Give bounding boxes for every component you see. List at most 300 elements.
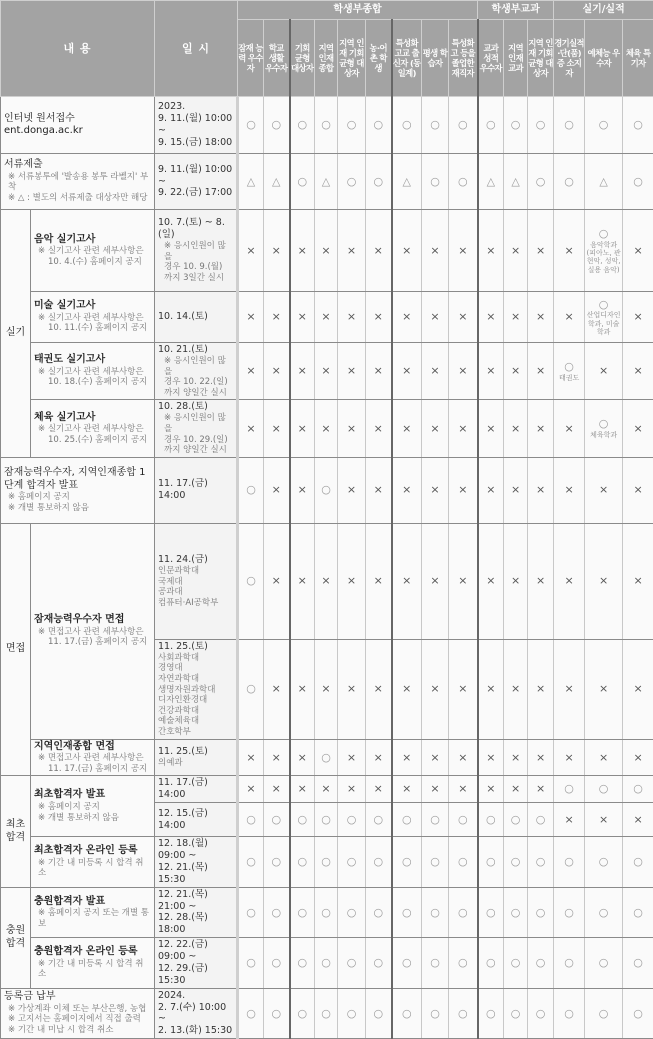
mark-symbol: ×: [422, 310, 448, 324]
mark-symbol: ×: [366, 422, 391, 436]
row-date: [155, 210, 238, 292]
date-line: 9. 15.(금) 18:00: [158, 137, 233, 149]
mark-symbol: ○: [585, 782, 622, 796]
mark-symbol: ○: [504, 956, 527, 970]
circle-icon: [290, 97, 315, 154]
table-row: [1, 739, 653, 776]
circle-icon: [623, 97, 653, 154]
circle-icon: [366, 887, 392, 938]
mark-symbol: ×: [393, 422, 422, 436]
mark-sublabel: 산업디자인 학과, 미술학과: [585, 311, 622, 336]
mark-symbol: ○: [315, 483, 337, 497]
cross-icon: [449, 292, 478, 343]
mark-symbol: ○: [393, 813, 422, 827]
cross-icon: [290, 400, 315, 457]
mark-symbol: ○: [291, 813, 315, 827]
row-note: ※ 기간 내 미등록 시 합격 취소: [34, 858, 151, 879]
mark-symbol: ○: [554, 118, 584, 132]
circle-icon: [338, 837, 366, 888]
circle-icon: [554, 776, 585, 803]
date-line: 12. 15.(금) 14:00: [158, 808, 233, 832]
circle-icon: [554, 343, 585, 400]
triangle-icon: [392, 154, 422, 210]
circle-icon: [290, 154, 315, 210]
row-note: ※ 개별 통보하지 않음: [4, 503, 151, 514]
cross-icon: [264, 343, 290, 400]
mark-symbol: ×: [315, 682, 337, 696]
mark-symbol: ○: [315, 118, 337, 132]
mark-symbol: ○: [239, 682, 263, 696]
table-row: [1, 154, 653, 210]
mark-symbol: ○: [315, 1007, 337, 1021]
mark-symbol: ×: [554, 422, 584, 436]
date-note: 경영대: [158, 663, 233, 674]
cross-icon: [315, 776, 338, 803]
cross-icon: [504, 523, 528, 639]
date-line: 2. 7.(수) 10:00 ~: [158, 1002, 233, 1026]
cross-icon: [338, 292, 366, 343]
circle-icon: [478, 97, 504, 154]
circle-icon: [585, 938, 623, 989]
row-content: [1, 97, 155, 154]
mark-symbol: ○: [366, 906, 391, 920]
mark-symbol: ×: [264, 364, 289, 378]
circle-icon: [422, 887, 449, 938]
cross-icon: [315, 292, 338, 343]
mark-symbol: ○: [315, 855, 337, 869]
row-note: ※ 기간 내 미납 시 합격 취소: [4, 1025, 151, 1036]
mark-symbol: ○: [422, 175, 448, 189]
circle-icon: [238, 938, 264, 989]
column-header: 지역 인재 종합: [315, 20, 338, 97]
cross-icon: [290, 523, 315, 639]
date-note: 자연과학대: [158, 674, 233, 685]
triangle-icon: [264, 154, 290, 210]
row-title: 음악 실기고사: [34, 234, 151, 247]
mark-symbol: ○: [449, 1007, 477, 1021]
date-line: 10. 28.(토): [158, 401, 233, 413]
date-note: 건강과학대: [158, 706, 233, 717]
triangle-icon: [238, 154, 264, 210]
mark-symbol: ○: [528, 1007, 553, 1021]
mark-symbol: ×: [239, 310, 263, 324]
cross-icon: [264, 739, 290, 776]
circle-icon: [290, 988, 315, 1039]
cross-icon: [338, 776, 366, 803]
mark-symbol: ×: [291, 751, 315, 765]
mark-symbol: ×: [449, 751, 477, 765]
cross-icon: [392, 639, 422, 739]
cross-icon: [264, 210, 290, 292]
cross-icon: [422, 639, 449, 739]
mark-symbol: ○: [449, 906, 477, 920]
date-note: 까지 3일간 실시: [158, 273, 233, 284]
mark-symbol: ×: [366, 310, 391, 324]
mark-symbol: ×: [479, 751, 504, 765]
date-line: 9. 11.(월) 10:00 ~: [158, 164, 233, 188]
mark-symbol: ○: [528, 956, 553, 970]
mark-symbol: ×: [623, 244, 653, 258]
circle-icon: [392, 837, 422, 888]
mark-symbol: ○: [449, 175, 477, 189]
mark-symbol: ×: [264, 244, 289, 258]
circle-icon: [504, 938, 528, 989]
mark-symbol: ○: [239, 813, 263, 827]
cross-icon: [422, 457, 449, 523]
row-note: ※ 실기고사 관련 세부사항은: [34, 246, 151, 257]
circle-icon: [449, 887, 478, 938]
cross-icon: [422, 739, 449, 776]
circle-icon: [504, 97, 528, 154]
cross-icon: [554, 739, 585, 776]
cross-icon: [315, 639, 338, 739]
circle-icon: [585, 400, 623, 457]
column-header: 지역 인재 교과: [504, 20, 528, 97]
mark-symbol: ○: [315, 751, 337, 765]
column-header: 지역 인재 기회 균형 대상자: [528, 20, 554, 97]
circle-icon: [554, 887, 585, 938]
row-category: 실기: [1, 210, 31, 458]
mark-symbol: ×: [393, 244, 422, 258]
mark-symbol: ×: [338, 751, 365, 765]
date-note: 사회과학대: [158, 653, 233, 664]
mark-symbol: △: [479, 175, 504, 189]
mark-symbol: ○: [338, 118, 365, 132]
circle-icon: [315, 803, 338, 837]
circle-icon: [290, 938, 315, 989]
date-line: 12. 28.(목) 18:00: [158, 912, 233, 936]
mark-symbol: ×: [554, 751, 584, 765]
circle-icon: [585, 776, 623, 803]
row-note: ※ 실기고사 관련 세부사항은: [34, 424, 151, 435]
mark-symbol: ×: [393, 310, 422, 324]
mark-symbol: ×: [422, 574, 448, 588]
row-title: 최초합격자 발표: [34, 789, 151, 802]
cross-icon: [238, 739, 264, 776]
mark-symbol: ○: [239, 855, 263, 869]
circle-icon: [366, 837, 392, 888]
mark-symbol: ○: [504, 906, 527, 920]
mark-symbol: ○: [422, 855, 448, 869]
cross-icon: [392, 210, 422, 292]
circle-icon: [392, 97, 422, 154]
mark-symbol: ×: [504, 310, 527, 324]
cross-icon: [392, 739, 422, 776]
row-category: 면접: [1, 523, 31, 776]
row-title: 지역인재종합 면접: [34, 741, 151, 754]
mark-symbol: ○: [422, 813, 448, 827]
cross-icon: [290, 639, 315, 739]
mark-symbol: ×: [623, 310, 653, 324]
mark-symbol: ○: [623, 118, 653, 132]
circle-icon: [449, 154, 478, 210]
circle-icon: [422, 97, 449, 154]
row-content: [31, 938, 155, 989]
cross-icon: [478, 523, 504, 639]
mark-symbol: ○: [338, 906, 365, 920]
cross-icon: [528, 292, 554, 343]
mark-symbol: ○: [422, 906, 448, 920]
mark-symbol: ×: [366, 782, 391, 796]
date-note: 컴퓨터·AI공학부: [158, 598, 233, 609]
row-note: ※ 실기고사 관련 세부사항은: [34, 313, 151, 324]
cross-icon: [528, 457, 554, 523]
date-line: 2. 13.(화) 15:30: [158, 1025, 233, 1037]
date-line: 11. 25.(토): [158, 641, 233, 653]
mark-symbol: ×: [528, 782, 553, 796]
mark-symbol: ○: [585, 417, 622, 431]
cross-icon: [623, 210, 653, 292]
mark-symbol: ×: [528, 574, 553, 588]
mark-symbol: ○: [504, 118, 527, 132]
date-line: 2023.: [158, 101, 233, 113]
row-date: [155, 803, 238, 837]
cross-icon: [449, 457, 478, 523]
mark-symbol: ○: [528, 118, 553, 132]
circle-icon: [422, 988, 449, 1039]
mark-symbol: ×: [504, 782, 527, 796]
date-note: 경우 10. 9.(월): [158, 262, 233, 273]
mark-symbol: ×: [264, 751, 289, 765]
cross-icon: [290, 343, 315, 400]
mark-symbol: ○: [239, 1007, 263, 1021]
cross-icon: [338, 210, 366, 292]
mark-symbol: ×: [585, 682, 622, 696]
column-header: 경기실적 ·단(품)증 소지자: [554, 20, 585, 97]
mark-symbol: ×: [264, 310, 289, 324]
mark-symbol: ×: [623, 813, 653, 827]
mark-symbol: ○: [338, 855, 365, 869]
row-date: [155, 97, 238, 154]
cross-icon: [238, 292, 264, 343]
mark-symbol: ×: [585, 751, 622, 765]
cross-icon: [422, 400, 449, 457]
mark-symbol: ×: [585, 574, 622, 588]
mark-symbol: ×: [264, 682, 289, 696]
date-line: 12. 21.(목) 15:30: [158, 862, 233, 886]
circle-icon: [554, 154, 585, 210]
mark-symbol: ×: [504, 751, 527, 765]
mark-symbol: ×: [338, 422, 365, 436]
cross-icon: [422, 523, 449, 639]
mark-symbol: ×: [528, 422, 553, 436]
circle-icon: [478, 988, 504, 1039]
cross-icon: [585, 803, 623, 837]
circle-icon: [238, 523, 264, 639]
table-row: [1, 837, 653, 888]
mark-symbol: ×: [338, 682, 365, 696]
cross-icon: [264, 639, 290, 739]
cross-icon: [422, 776, 449, 803]
mark-symbol: ×: [504, 483, 527, 497]
date-note: 까지 양일간 실시: [158, 388, 233, 399]
cross-icon: [528, 739, 554, 776]
mark-symbol: ×: [623, 483, 653, 497]
mark-symbol: ×: [422, 483, 448, 497]
mark-symbol: ×: [239, 364, 263, 378]
mark-symbol: ×: [554, 813, 584, 827]
row-note: 10. 11.(수) 홈페이지 공지: [34, 323, 151, 334]
mark-symbol: ○: [291, 906, 315, 920]
triangle-icon: [504, 154, 528, 210]
circle-icon: [449, 988, 478, 1039]
mark-symbol: ×: [449, 483, 477, 497]
row-content: [31, 837, 155, 888]
cross-icon: [366, 292, 392, 343]
mark-symbol: ×: [291, 682, 315, 696]
mark-symbol: ○: [239, 956, 263, 970]
mark-symbol: ○: [479, 118, 504, 132]
column-header: 예체능 우수자: [585, 20, 623, 97]
circle-icon: [422, 938, 449, 989]
cross-icon: [585, 523, 623, 639]
mark-symbol: ○: [554, 855, 584, 869]
cross-icon: [366, 400, 392, 457]
mark-symbol: ○: [422, 956, 448, 970]
cross-icon: [449, 523, 478, 639]
cross-icon: [449, 400, 478, 457]
mark-symbol: ○: [264, 906, 289, 920]
mark-symbol: ○: [585, 906, 622, 920]
column-header: 교과 성적 우수자: [478, 20, 504, 97]
mark-symbol: ○: [449, 813, 477, 827]
cross-icon: [478, 739, 504, 776]
mark-symbol: ○: [264, 118, 289, 132]
cross-icon: [338, 343, 366, 400]
circle-icon: [338, 154, 366, 210]
mark-symbol: ×: [366, 751, 391, 765]
table-row: [1, 292, 653, 343]
mark-symbol: △: [239, 175, 263, 189]
cross-icon: [623, 523, 653, 639]
circle-icon: [422, 154, 449, 210]
mark-symbol: ×: [422, 244, 448, 258]
cross-icon: [504, 457, 528, 523]
cross-icon: [528, 639, 554, 739]
table-row: [1, 457, 653, 523]
row-link[interactable]: ent.donga.ac.kr: [4, 125, 151, 138]
row-date: [155, 938, 238, 989]
mark-symbol: ×: [366, 244, 391, 258]
date-note: ※ 응시인원이 많을: [158, 413, 233, 434]
cross-icon: [315, 400, 338, 457]
cross-icon: [366, 457, 392, 523]
mark-symbol: ×: [315, 574, 337, 588]
group-header-practical: 실기/실적: [554, 1, 653, 20]
mark-symbol: ×: [366, 364, 391, 378]
mark-symbol: ×: [393, 483, 422, 497]
circle-icon: [366, 988, 392, 1039]
circle-icon: [315, 938, 338, 989]
date-note: 공과대: [158, 587, 233, 598]
circle-icon: [585, 97, 623, 154]
mark-symbol: ×: [449, 782, 477, 796]
cross-icon: [554, 292, 585, 343]
circle-icon: [264, 988, 290, 1039]
row-note: ※ 면접고사 관련 세부사항은: [34, 753, 151, 764]
triangle-icon: [585, 154, 623, 210]
date-line: 11. 24.(금): [158, 554, 233, 566]
mark-symbol: ○: [291, 1007, 315, 1021]
circle-icon: [366, 97, 392, 154]
cross-icon: [623, 400, 653, 457]
circle-icon: [478, 803, 504, 837]
date-line: 10. 14.(토): [158, 311, 233, 323]
mark-symbol: ○: [528, 906, 553, 920]
circle-icon: [528, 887, 554, 938]
mark-symbol: ×: [366, 574, 391, 588]
circle-icon: [366, 154, 392, 210]
circle-icon: [449, 938, 478, 989]
mark-symbol: ○: [366, 813, 391, 827]
row-content: [31, 292, 155, 343]
circle-icon: [478, 938, 504, 989]
row-title: 등록금 납부: [4, 991, 151, 1004]
mark-symbol: △: [264, 175, 289, 189]
mark-symbol: ○: [554, 360, 584, 374]
mark-symbol: ×: [479, 310, 504, 324]
triangle-icon: [315, 154, 338, 210]
cross-icon: [504, 292, 528, 343]
mark-symbol: ○: [393, 906, 422, 920]
mark-symbol: ○: [264, 1007, 289, 1021]
circle-icon: [554, 938, 585, 989]
date-line: 2024.: [158, 990, 233, 1002]
circle-icon: [528, 988, 554, 1039]
row-content: [31, 887, 155, 938]
mark-symbol: △: [585, 175, 622, 189]
date-line: 11. 17.(금) 14:00: [158, 777, 233, 801]
date-note: 경우 10. 22.(일): [158, 377, 233, 388]
mark-symbol: ×: [291, 422, 315, 436]
mark-symbol: ×: [338, 483, 365, 497]
cross-icon: [478, 210, 504, 292]
mark-symbol: ○: [623, 175, 653, 189]
table-row: [1, 887, 653, 938]
circle-icon: [528, 154, 554, 210]
cross-icon: [338, 400, 366, 457]
mark-symbol: ○: [239, 574, 263, 588]
mark-symbol: ○: [504, 813, 527, 827]
mark-symbol: ×: [528, 751, 553, 765]
mark-symbol: ×: [554, 483, 584, 497]
mark-symbol: ×: [623, 682, 653, 696]
circle-icon: [422, 803, 449, 837]
cross-icon: [315, 343, 338, 400]
circle-icon: [623, 776, 653, 803]
mark-symbol: ○: [366, 956, 391, 970]
date-note: 생명자원과학대: [158, 685, 233, 696]
cross-icon: [264, 400, 290, 457]
mark-symbol: ×: [338, 244, 365, 258]
row-note: ※ 면접고사 관련 세부사항은: [34, 627, 151, 638]
cross-icon: [422, 343, 449, 400]
mark-symbol: ×: [623, 422, 653, 436]
row-title: 서류제출: [4, 159, 151, 172]
mark-symbol: ○: [479, 1007, 504, 1021]
table-row: [1, 210, 653, 292]
mark-symbol: ×: [291, 574, 315, 588]
mark-symbol: ○: [338, 956, 365, 970]
table-row: [1, 988, 653, 1039]
row-date: [155, 523, 238, 639]
mark-symbol: ×: [504, 364, 527, 378]
mark-symbol: ×: [479, 244, 504, 258]
row-note: ※ 기간 내 미등록 시 합격 취소: [34, 959, 151, 980]
table-row: [1, 938, 653, 989]
cross-icon: [585, 639, 623, 739]
table-row: [1, 523, 653, 639]
